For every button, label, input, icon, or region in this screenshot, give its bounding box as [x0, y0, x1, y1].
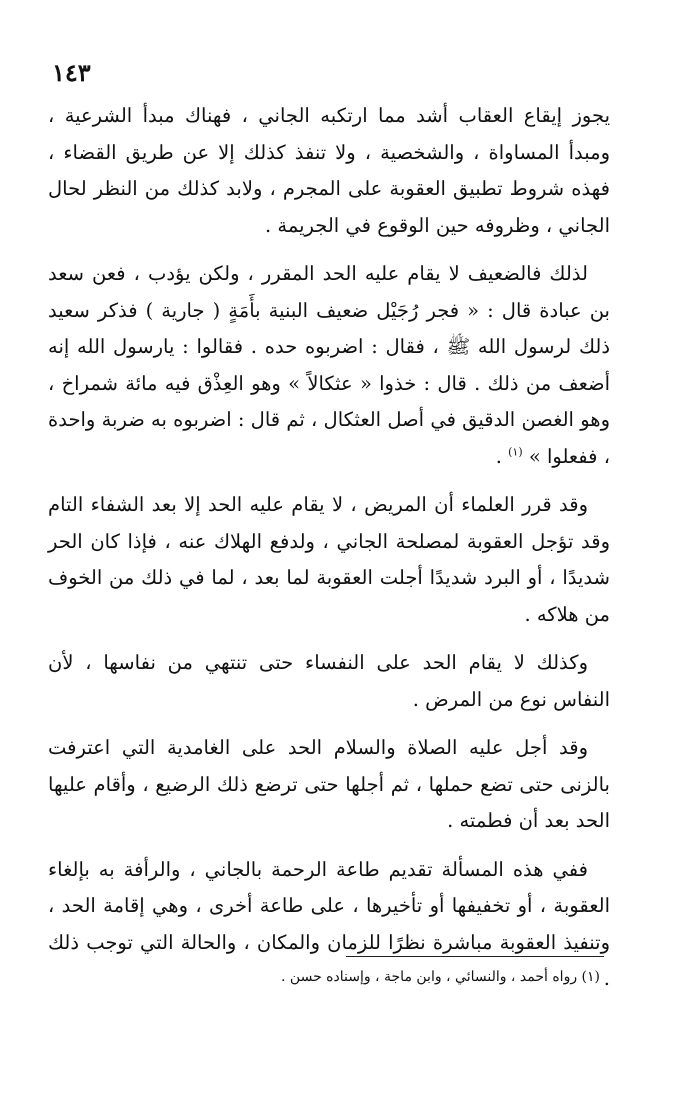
paragraph-2-end: .: [495, 444, 509, 468]
footnote-divider: [346, 956, 604, 957]
paragraph-4: وكذلك لا يقام الحد على النفساء حتى تنتهي من نفاسها ، لأن النفاس نوع من المرض .: [48, 651, 610, 711]
paragraph-6: ففي هذه المسألة تقديم طاعة الرحمة بالجاني ، والرأفة به بإلغاء العقوبة ، أو تخفيفها أو تأخيرها ، على طاعة أخرى ، وهي إقامة الحد ، وتنفيذ العقوبة مباشرة نظرًا للزمان والمكان ، والحالة التي توجب ذلك .: [48, 857, 610, 990]
paragraph-2: [48, 256, 610, 475]
paragraph-5: وقد أجل عليه الصلاة والسلام الحد على الغامدية التي اعترفت بالزنى حتى تضع حملها ، ثم أجلها حتى ترضع ذلك الرضيع ، وأقام عليها الحد بعد أن فطمته .: [48, 736, 610, 832]
footnote: (١) رواه أحمد ، والنسائي ، وابن ماجة ، وإسناده حسن .: [281, 969, 600, 985]
footnote-marker: (١): [508, 445, 523, 458]
paragraph-1: يجوز إيقاع العقاب أشد مما ارتكبه الجاني ، فهناك مبدأ الشرعية ، ومبدأ المساواة ، والشخصية ، ولا تنفذ كذلك إلا عن طريق القضاء ، فهذه شروط تطبيق العقوبة على المجرم ، ولابد كذلك من النظر لحال الجاني ، وظروفه حين الوقوع في الجريمة .: [48, 104, 610, 237]
paragraph-3: وقد قرر العلماء أن المريض ، لا يقام عليه الحد إلا بعد الشفاء التام وقد تؤجل العقوبة لمصلحة الجاني ، ولدفع الهلاك عنه ، فإذا كان الحر شديدًا ، أو البرد شديدًا أجلت العقوبة لما بعد ، لما في ذلك من الخوف من هلاكه .: [48, 493, 610, 626]
page-number: ١٤٣: [52, 58, 91, 87]
paragraph-2-text: لذلك فالضعيف لا يقام عليه الحد المقرر ، ولكن يؤدب ، فعن سعد بن عبادة قال : « فجر رُجَيْل ضعيف البنية بأَمَةٍ ( جارية ) فذكر سعيد ذلك لرسول الله ﷺ ، فقال : اضربوه حده . فقالوا : يارسول الله إنه أضعف من ذلك . قال : خذوا « عثكالاً » وهو العِذْق فيه مائة شمراخ ، وهو الغصن الدقيق في أصل العثكال ، ثم قال : اضربوه به ضربة واحدة ، ففعلوا »: [48, 262, 610, 468]
body-text: [48, 98, 610, 1010]
